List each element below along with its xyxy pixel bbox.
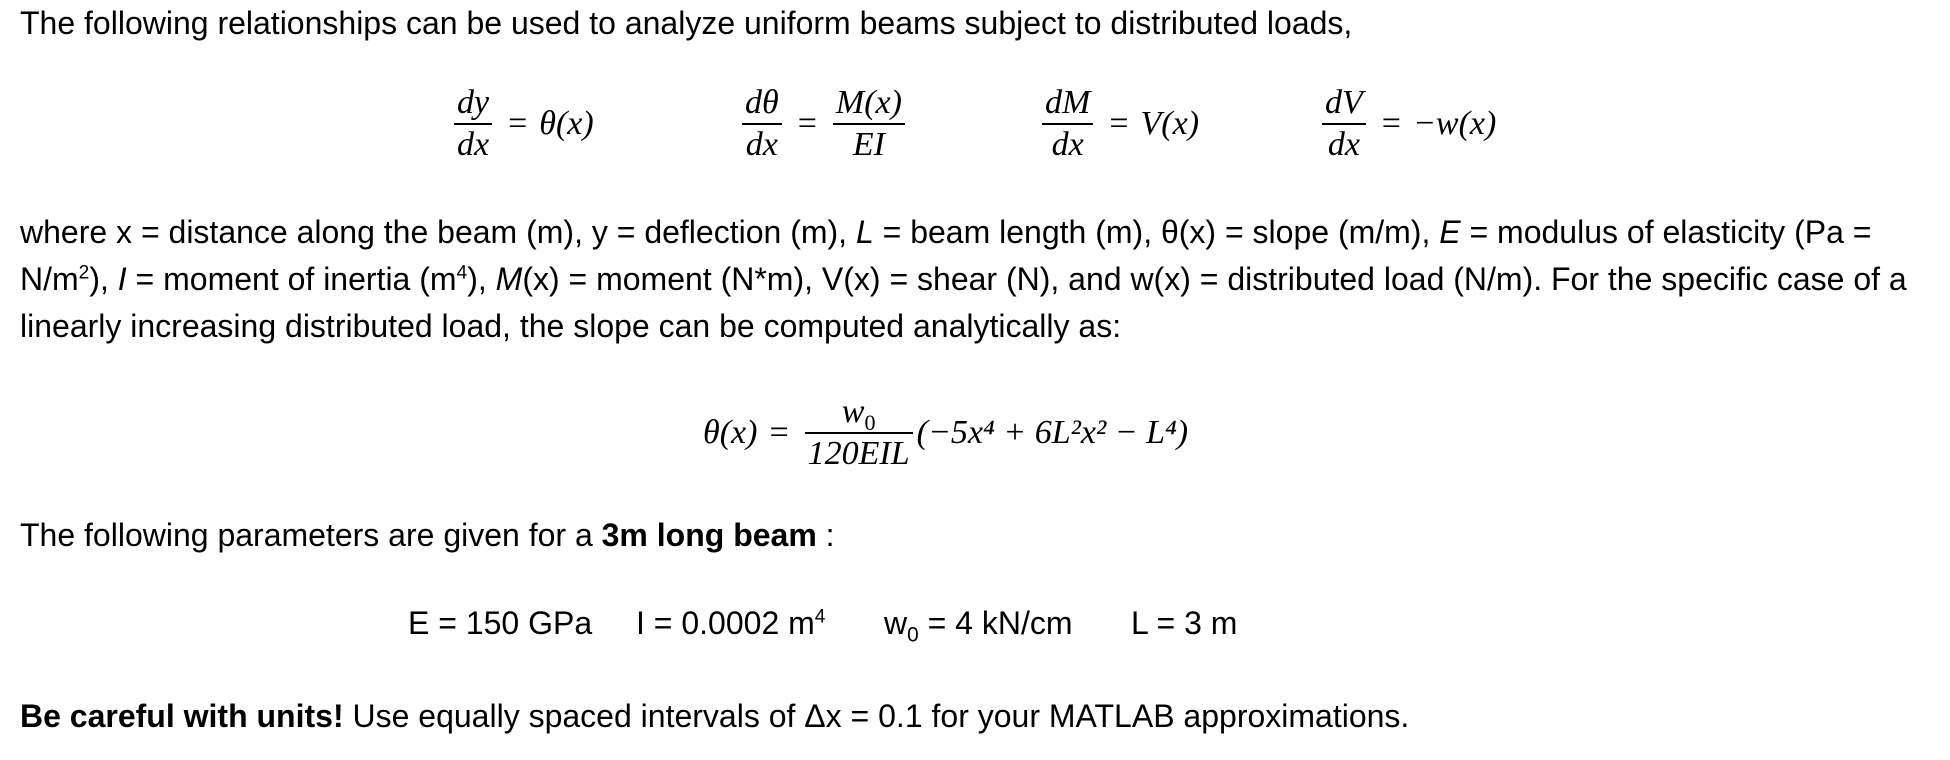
slope-denominator: 120EIL (807, 435, 910, 472)
equals-sign: = (1109, 105, 1129, 142)
def-text: = modulus of elasticity (Pa = N/m (20, 214, 1872, 297)
def-text: ), (89, 261, 118, 297)
symbol-M: M (495, 261, 523, 297)
beam-length-bold: 3m long beam (601, 517, 817, 553)
fraction (454, 83, 492, 165)
symbol-E: E (1439, 214, 1461, 250)
numerator: dy (457, 84, 490, 121)
param-E: E = 150 GPa (408, 605, 593, 641)
superscript: 2 (78, 262, 90, 284)
rhs-fraction (833, 83, 905, 165)
numerator: dθ (745, 84, 779, 121)
param-w0: $w_0 = 4$ kN/cm (884, 605, 1073, 647)
equals-sign: = (769, 414, 789, 451)
slope-equation (703, 392, 1188, 474)
slope-lhs: θ(x) (703, 414, 758, 451)
symbol-I: I (117, 261, 127, 297)
numerator: dM (1045, 84, 1091, 121)
slope-fraction (805, 392, 913, 474)
units-warning: Be careful with units! (20, 698, 344, 734)
rhs: θ(x) (539, 105, 594, 142)
slope-numerator: $w_0$ (841, 393, 876, 435)
denominator: dx (1327, 126, 1360, 163)
equation-dy-dx (450, 83, 594, 165)
def-text: = moment of inertia (m (126, 261, 457, 297)
def-text: where x = distance along the beam (m), y = deflection (m), (20, 214, 856, 250)
denominator: dx (457, 126, 490, 163)
def-text: ), (467, 261, 496, 297)
slope-polynomial: (−5x⁴ + 6L²x² − L⁴) (916, 414, 1189, 451)
equation-dM-dx (1038, 83, 1199, 165)
superscript: 4 (456, 262, 468, 284)
fraction (1322, 83, 1366, 165)
equation-dV-dx (1318, 83, 1496, 165)
rhs-denominator: EI (852, 126, 885, 163)
definitions-paragraph (20, 209, 1935, 350)
param-L: L = 3 m (1131, 605, 1238, 641)
def-text: (x) = moment (N*m), V(x) = shear (N), and w(x) = distributed load (N/m). For the specific case of a linearly increasing distributed load, the slope can be computed analytically as: (20, 261, 1907, 344)
fraction (1042, 83, 1093, 165)
def-text: = beam length (m), θ(x) = slope (m/m), (873, 214, 1440, 250)
equals-sign: = (508, 105, 528, 142)
rhs: −w(x) (1412, 105, 1497, 142)
denominator: dx (745, 126, 778, 163)
intro-text: The following relationships can be used to analyze uniform beams subject to distributed loads, (20, 5, 1353, 41)
rhs: V(x) (1140, 105, 1200, 142)
equation-dtheta-dx (738, 83, 909, 165)
equals-sign: = (797, 105, 817, 142)
rhs-numerator: M(x) (835, 84, 902, 121)
param-I: I = 0.0002 $m^4$ (636, 605, 826, 641)
footer-note: Be careful with units! Use equally spaced intervals of Δx = 0.1 for your MATLAB approximations. (20, 698, 1410, 734)
denominator: dx (1051, 126, 1084, 163)
equals-sign: = (1381, 105, 1401, 142)
fraction (742, 83, 782, 165)
symbol-L: L (855, 214, 874, 250)
numerator: dV (1325, 84, 1363, 121)
params-intro: The following parameters are given for a 3m long beam : (20, 517, 835, 553)
